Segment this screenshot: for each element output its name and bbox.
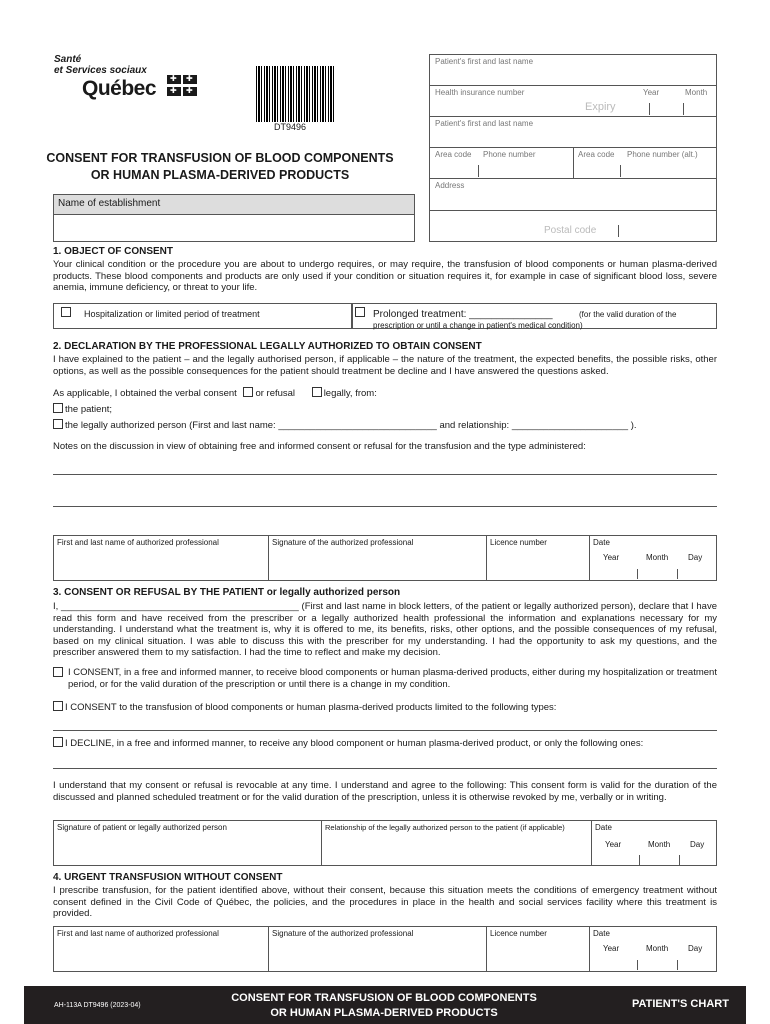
footer-title-line2: OR HUMAN PLASMA-DERIVED PRODUCTS xyxy=(270,1007,498,1019)
footer-bar xyxy=(24,986,746,1024)
quebec-flag-icon xyxy=(167,75,199,97)
authorized-option xyxy=(53,419,721,432)
prof-name-header-2: First and last name of authorized professional xyxy=(57,929,219,938)
prof-name-header: First and last name of authorized professional xyxy=(57,538,219,547)
decline-text: I DECLINE, in a free and informed manner, to receive any blood component or human plasma-derived product, or only the following ones: xyxy=(65,738,644,749)
revocable-text: I understand that my consent or refusal is revocable at any time. I understand and agree to the following: This consent form is valid for the duration of the discussed and planned scheduled treatment or for the valid duration of the prescription, unless it is otherwise revoked by me, verbally or in writing. xyxy=(53,780,717,803)
date-month-3: Month xyxy=(646,944,669,953)
licence-header: Licence number xyxy=(490,538,547,547)
postal-code-label: Postal code xyxy=(544,225,597,236)
date-year: Year xyxy=(603,553,620,562)
legally-checkbox[interactable] xyxy=(312,387,322,397)
section3-heading-a: 3. CONSENT OR REFUSAL BY THE PATIENT xyxy=(53,587,264,598)
barcode xyxy=(256,66,336,122)
decline-types-line[interactable] xyxy=(53,768,717,769)
verbal-consent-line xyxy=(53,387,377,400)
section4-body: I prescribe transfusion, for the patient identified above, without their consent, because this situation meets the conditions of emergency treatment without consent defined in the Civil Code of Québec, the policies, and the procedures in place in the health and social services facility where this treatment is provided. xyxy=(53,885,717,919)
the-patient-text: the patient; xyxy=(65,404,113,415)
expiry-label: Expiry xyxy=(585,101,616,113)
date-header: Date xyxy=(593,538,610,547)
refusal-text: or refusal xyxy=(255,388,296,399)
date-day-3: Day xyxy=(688,944,703,953)
expiry-year-label: Year xyxy=(643,88,660,97)
date-day: Day xyxy=(688,553,703,562)
phone-label: Phone number xyxy=(483,150,536,159)
area-code-label-alt: Area code xyxy=(578,150,615,159)
decline-checkbox[interactable] xyxy=(53,737,63,747)
phone-alt-label: Phone number (alt.) xyxy=(627,150,698,159)
expiry-month-label: Month xyxy=(685,88,708,97)
consent-types-line[interactable] xyxy=(53,730,717,731)
patient-signature-header: Signature of patient or legally authorized person xyxy=(57,823,227,832)
notes-line-1[interactable] xyxy=(53,474,717,475)
footer-patient-chart: PATIENT'S CHART xyxy=(632,998,729,1010)
section1-heading: 1. OBJECT OF CONSENT xyxy=(53,246,174,257)
patient-option xyxy=(53,403,112,416)
decline-option xyxy=(53,737,717,750)
section3-body: I, _____________________________________________ (First and last name in block letters, of the patient or legally authorized person), declare that I have read this form and have received from the prescriber or a legally authorized health professional the information and explanations necessary for my understanding. I understand what the treatment is, why it is offered to me, its benefits, risks, other options, and the possible consequences of my refusal, based on my clinical situation. I was able to discuss this with the prescriber for my understanding. I had the opportunity to ask my questions, and the prescriber answered them to my satisfaction. I had the time to reflect and make my decision. xyxy=(53,601,717,658)
prolonged-checkbox[interactable] xyxy=(355,307,365,317)
licence-header-2: Licence number xyxy=(490,929,547,938)
section2-body: I have explained to the patient – and the legally authorised person, if applicable – the nature of the treatment, the expected benefits, the possible risks, other options, as well as the possible consequences for the patient should treatment be decline and I have answered the questions asked. xyxy=(53,354,717,377)
date-year-2: Year xyxy=(605,840,622,849)
form-title-line2: OR HUMAN PLASMA-DERIVED PRODUCTS xyxy=(90,168,350,182)
verbal-consent-text: As applicable, I obtained the verbal consent xyxy=(53,388,237,399)
prof-signature-header: Signature of the authorized professional xyxy=(272,538,414,547)
footer-title-line1: CONSENT FOR TRANSFUSION OF BLOOD COMPONENTS xyxy=(231,992,537,1004)
patient-name-label: Patient's first and last name xyxy=(435,57,534,66)
establishment-label: Name of establishment xyxy=(54,195,414,215)
logo-line1: Santé xyxy=(54,54,82,65)
consent-1-checkbox[interactable] xyxy=(53,667,63,677)
date-month: Month xyxy=(646,553,669,562)
barcode-text: DT9496 xyxy=(274,122,307,132)
verbal-consent-checkbox[interactable] xyxy=(243,387,253,397)
prolonged-note2: prescription or until a change in patient's medical condition) xyxy=(373,321,583,330)
consent-1-text: I CONSENT, in a free and informed manner, to receive blood components or human plasma-derived products, either during my hospitalization or treatment period, or for the valid duration of the prescription or until there is a change in my condition. xyxy=(68,667,717,690)
section3-heading xyxy=(53,587,400,598)
date-header-3: Date xyxy=(593,929,610,938)
date-day-2: Day xyxy=(690,840,705,849)
area-code-label: Area code xyxy=(435,150,472,159)
patient-identification-box xyxy=(429,54,717,242)
section1-body: Your clinical condition or the procedure you are about to undergo requires, or may require, the transfusion of blood components or human plasma-derived products. These blood components and products are only used if your condition or situation requires it, for example in case of significant blood loss, severe anemia, immune deficiency, or threat to your life. xyxy=(53,259,717,293)
consent-option-2 xyxy=(53,701,717,714)
hospitalization-checkbox[interactable] xyxy=(61,307,71,317)
consent-2-text: I CONSENT to the transfusion of blood components or human plasma-derived products limited to the following types: xyxy=(65,702,557,713)
patient-signature-table xyxy=(53,820,717,866)
prolonged-note: (for the valid duration of the xyxy=(579,310,677,319)
prolonged-label: Prolonged treatment: _______________ xyxy=(373,309,553,320)
footer-form-code: AH-113A DT9496 (2023-04) xyxy=(54,1002,141,1009)
consent-option-1 xyxy=(53,667,717,690)
legally-from-text: legally, from: xyxy=(323,388,377,399)
insurance-label: Health insurance number xyxy=(435,88,525,97)
footer-title xyxy=(199,991,569,1021)
urgent-signature-table xyxy=(53,926,717,972)
option-hospitalization xyxy=(53,303,352,329)
date-header-2: Date xyxy=(595,823,612,832)
notes-label: Notes on the discussion in view of obtaining free and informed consent or refusal for the transfusion and the type administered: xyxy=(53,441,586,452)
form-title-line1: CONSENT FOR TRANSFUSION OF BLOOD COMPONENTS xyxy=(46,151,394,165)
section3-heading-b: or legally authorized person xyxy=(263,587,401,598)
consent-2-checkbox[interactable] xyxy=(53,701,63,711)
authorized-person-checkbox[interactable] xyxy=(53,419,63,429)
logo-line2: et Services sociaux xyxy=(54,65,147,76)
relationship-header: Relationship of the legally authorized person to the patient (if applicable) xyxy=(325,823,565,832)
professional-signature-table xyxy=(53,535,717,581)
hospitalization-label: Hospitalization or limited period of treatment xyxy=(84,309,260,319)
the-patient-checkbox[interactable] xyxy=(53,403,63,413)
notes-line-2[interactable] xyxy=(53,506,717,507)
establishment-field[interactable] xyxy=(53,194,415,242)
logo-quebec: Québec xyxy=(82,77,157,100)
date-year-3: Year xyxy=(603,944,620,953)
form-title xyxy=(40,150,400,184)
section4-heading: 4. URGENT TRANSFUSION WITHOUT CONSENT xyxy=(53,872,283,883)
prof-signature-header-2: Signature of the authorized professional xyxy=(272,929,414,938)
option-prolonged xyxy=(352,303,717,329)
authorized-person-text: the legally authorized person (First and last name: ______________________________ and relationship: ______________________ ). xyxy=(65,420,637,431)
section2-heading: 2. DECLARATION BY THE PROFESSIONAL LEGALLY AUTHORIZED TO OBTAIN CONSENT xyxy=(53,341,482,352)
address-label: Address xyxy=(435,181,465,190)
patient-name-label-2: Patient's first and last name xyxy=(435,119,534,128)
date-month-2: Month xyxy=(648,840,671,849)
